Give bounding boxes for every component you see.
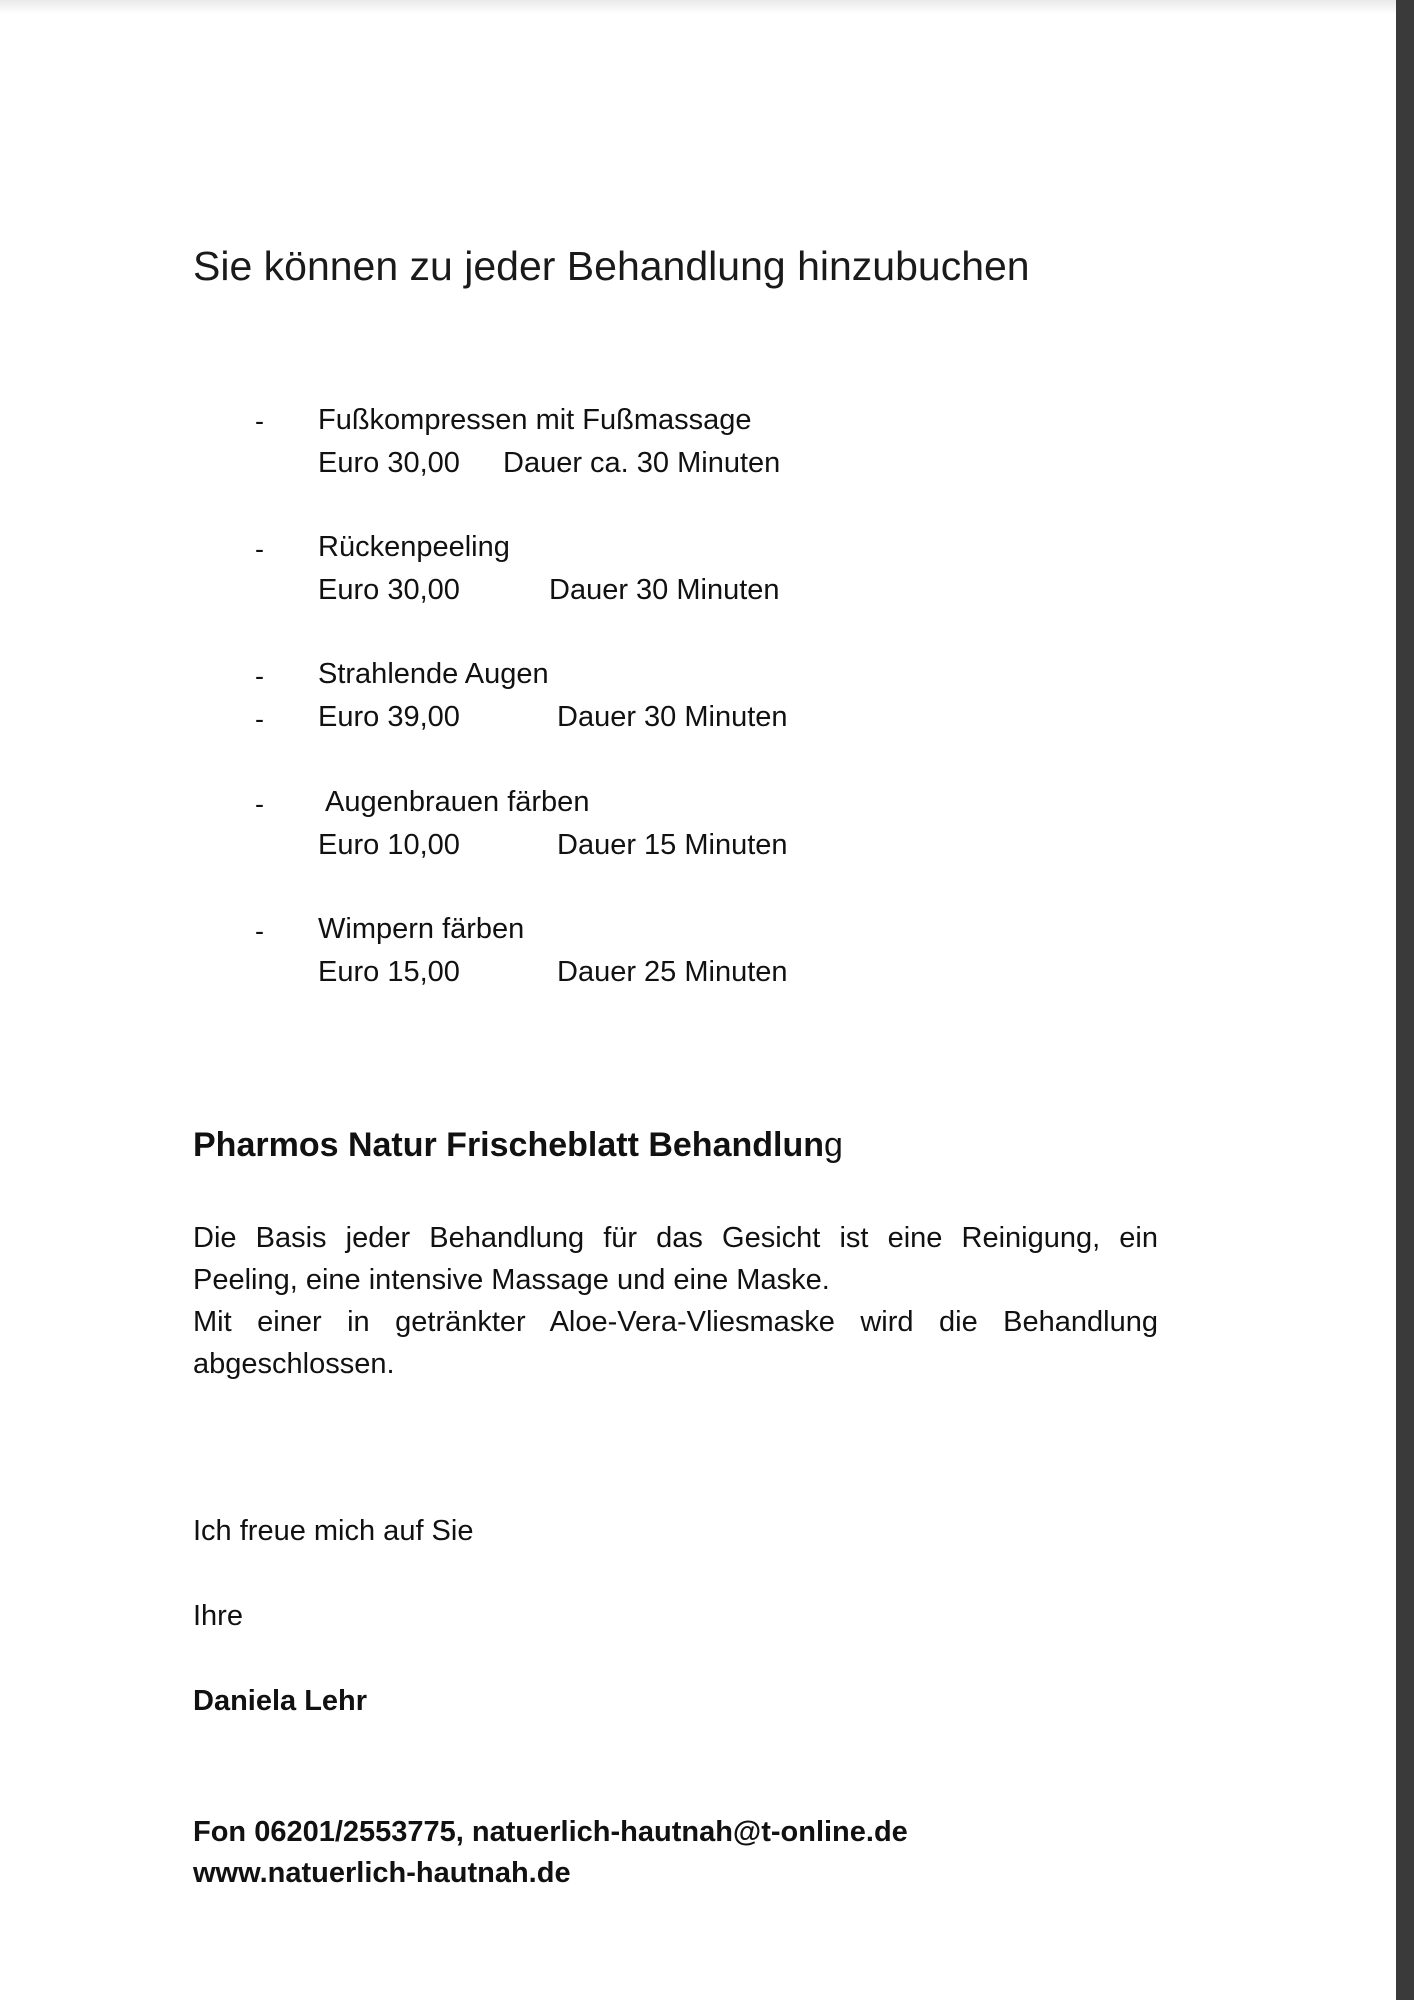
item-name: Augenbrauen färben (325, 786, 590, 818)
list-bullet: - (255, 916, 264, 946)
item-name: Strahlende Augen (318, 658, 549, 690)
section-heading-tail: g (824, 1126, 843, 1164)
signature-name: Daniela Lehr (193, 1685, 368, 1717)
item-name: Fußkompressen mit Fußmassage (318, 404, 752, 436)
page-top-shadow (0, 0, 1396, 14)
description-line: Mit einer in getränkter Aloe-Vera-Vliesmaske wird die Behandlung abgeschlossen. (193, 1306, 1158, 1380)
item-price: Euro 30,00 (318, 574, 460, 606)
item-price: Euro 15,00 (318, 956, 460, 988)
item-name: Wimpern färben (318, 913, 525, 945)
item-duration: Dauer 15 Minuten (557, 829, 788, 861)
contact-info: Fon 06201/2553775, natuerlich-hautnah@t-online.de (193, 1816, 908, 1848)
page-right-edge (1396, 0, 1414, 2000)
list-bullet: - (255, 661, 264, 691)
item-price: Euro 30,00 (318, 447, 460, 479)
list-bullet: - (255, 789, 264, 819)
item-price: Euro 10,00 (318, 829, 460, 861)
item-duration: Dauer 30 Minuten (557, 701, 788, 733)
item-price: Euro 39,00 (318, 701, 460, 733)
item-duration: Dauer 30 Minuten (549, 574, 780, 606)
section-heading-main: Pharmos Natur Frischeblatt Behandlun (193, 1126, 824, 1164)
list-bullet: - (255, 534, 264, 564)
description-line: Die Basis jeder Behandlung für das Gesicht ist eine Reinigung, ein Peeling, eine intensive Massage und eine Maske. (193, 1222, 1158, 1296)
page-heading: Sie können zu jeder Behandlung hinzubuchen (193, 243, 1030, 289)
item-duration: Dauer ca. 30 Minuten (503, 447, 781, 479)
website-address: www.natuerlich-hautnah.de (193, 1857, 571, 1889)
section-heading (193, 1126, 843, 1165)
item-duration: Dauer 25 Minuten (557, 956, 788, 988)
list-bullet: - (255, 704, 264, 734)
closing-text: Ich freue mich auf Sie (193, 1515, 474, 1547)
list-bullet: - (255, 406, 264, 436)
description-paragraph (193, 1217, 1158, 1385)
salutation-text: Ihre (193, 1600, 243, 1632)
item-name: Rückenpeeling (318, 531, 510, 563)
